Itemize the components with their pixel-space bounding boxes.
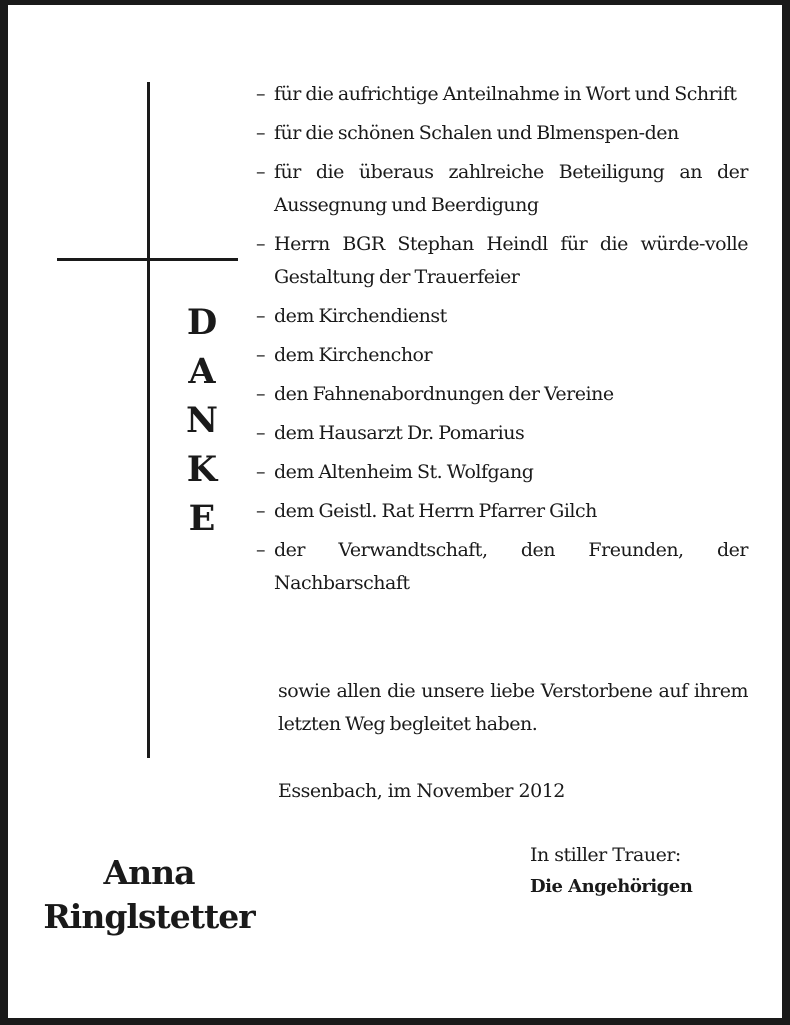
thanks-item: [256, 300, 748, 333]
cross-horizontal-beam: [57, 258, 238, 261]
danke-letter: A: [188, 351, 216, 392]
deceased-name: [38, 851, 260, 939]
thanks-item-text: Herrn BGR Stephan Heindl für die würde-volle Gestaltung der Trauerfeier: [274, 233, 748, 288]
thanks-item: [256, 78, 748, 111]
thanks-item-text: dem Kirchenchor: [274, 344, 433, 366]
danke-letter: N: [186, 400, 218, 441]
thanks-item: [256, 339, 748, 372]
thanks-item-text: dem Kirchendienst: [274, 305, 447, 327]
thanks-item: [256, 456, 748, 489]
dash: –: [256, 305, 265, 327]
thanks-item: [256, 156, 748, 222]
closing-sentence: sowie allen die unsere liebe Verstorbene auf ihrem letzten Weg begleitet haben.: [278, 680, 748, 735]
thanks-item: [256, 495, 748, 528]
dash: –: [256, 422, 265, 444]
dash: –: [256, 539, 265, 561]
dash: –: [256, 161, 265, 183]
dash: –: [256, 383, 265, 405]
family-signature: Die Angehörigen: [530, 876, 693, 897]
thanks-item-text: dem Altenheim St. Wolfgang: [274, 461, 534, 483]
deceased-last-name: Ringlstetter: [43, 897, 255, 936]
thanks-list: [256, 78, 748, 606]
thanks-item: [256, 378, 748, 411]
deceased-first-name: Anna: [103, 853, 195, 892]
thanks-item-text: für die aufrichtige Anteilnahme in Wort und Schrift: [274, 83, 737, 105]
thanks-item: [256, 534, 748, 600]
thanks-item-text: dem Hausarzt Dr. Pomarius: [274, 422, 525, 444]
dash: –: [256, 500, 265, 522]
dash: –: [256, 83, 265, 105]
danke-letter: K: [186, 449, 218, 490]
cross-vertical-beam: [147, 82, 150, 758]
thanks-item-text: für die schönen Schalen und Blmenspen-den: [274, 122, 679, 144]
thanks-item-text: der Verwandtschaft, den Freunden, der Nachbarschaft: [274, 539, 748, 594]
place-date: Essenbach, im November 2012: [278, 780, 565, 802]
mourning-line: In stiller Trauer:: [530, 844, 681, 866]
mourning-signature: [530, 840, 692, 902]
danke-letter: D: [186, 302, 218, 343]
thanks-item: [256, 417, 748, 450]
dash: –: [256, 461, 265, 483]
thanks-item-text: dem Geistl. Rat Herrn Pfarrer Gilch: [274, 500, 597, 522]
thanks-item-text: für die überaus zahlreiche Beteiligung an der Aussegnung und Beerdigung: [274, 161, 748, 216]
thanks-item: [256, 117, 748, 150]
danke-letter: E: [188, 498, 216, 539]
dash: –: [256, 233, 265, 255]
thanks-item: [256, 228, 748, 294]
dash: –: [256, 122, 265, 144]
thanks-item-text: den Fahnenabordnungen der Vereine: [274, 383, 614, 405]
danke-vertical-heading: [176, 298, 228, 543]
dash: –: [256, 344, 265, 366]
